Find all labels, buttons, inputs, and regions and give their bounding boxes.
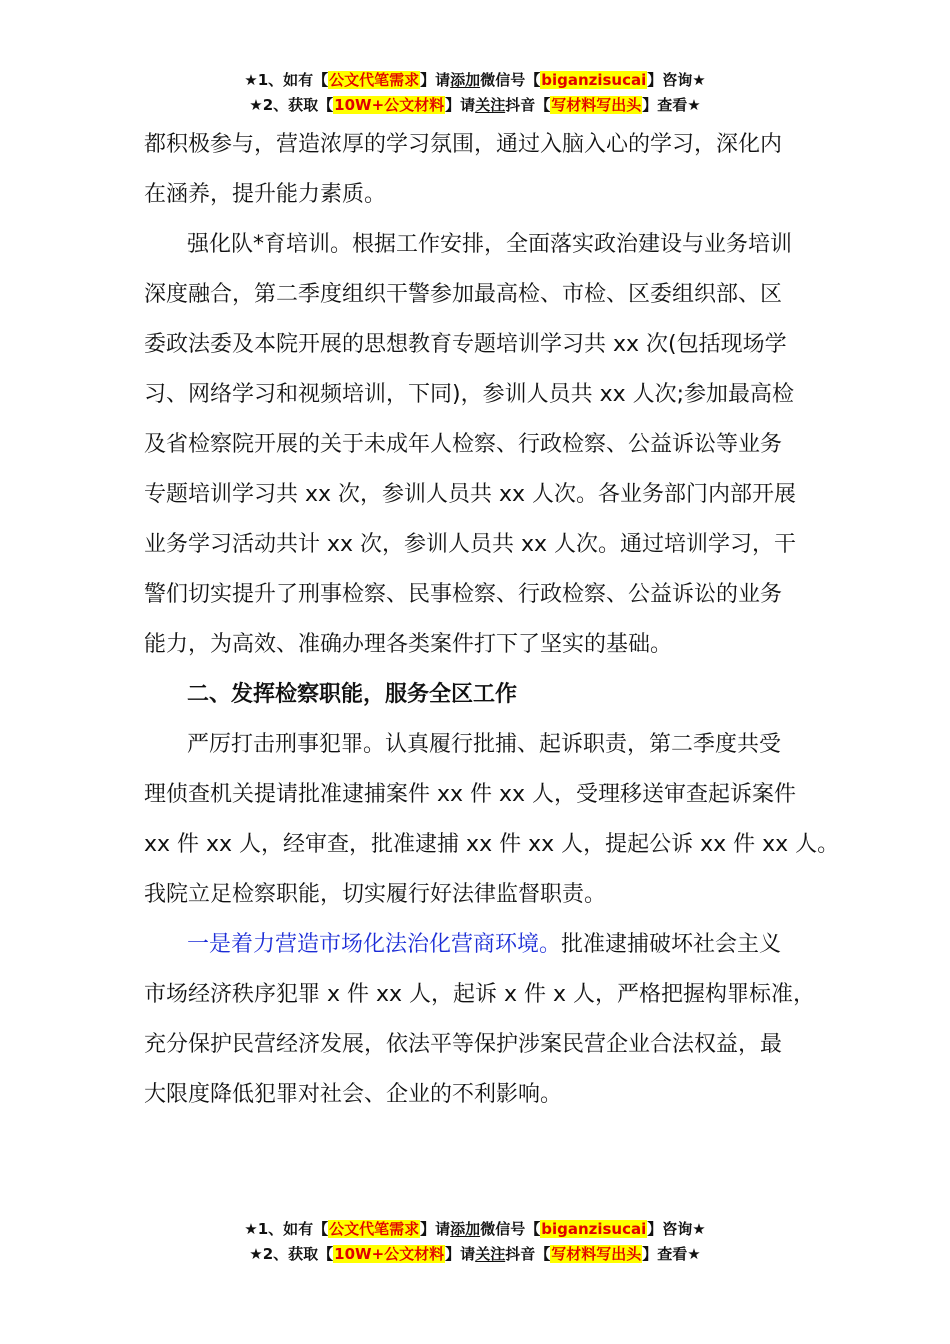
- star-icon: ★: [692, 1220, 706, 1238]
- banner-text: 2、获取【: [262, 96, 334, 114]
- banner-text: 】请: [420, 71, 451, 89]
- banner-text: 】请: [445, 1245, 476, 1263]
- banner-text: 】查看: [642, 96, 688, 114]
- banner-line-2: [0, 93, 950, 118]
- section-heading: 二、发挥检察职能，服务全区工作: [187, 682, 518, 707]
- star-icon: ★: [687, 96, 701, 114]
- wechat-id: biganzisucai: [541, 71, 647, 89]
- body-line: 在涵养，提升能力素质。: [144, 182, 387, 207]
- header-banner: [0, 68, 950, 118]
- highlight-text: 公文代笔需求: [329, 1220, 420, 1238]
- banner-text: 】查看: [642, 1245, 688, 1263]
- body-text: 批准逮捕破坏社会主义: [561, 932, 782, 957]
- body-line: 深度融合，第二季度组织干警参加最高检、市检、区委组织部、区: [144, 282, 783, 307]
- banner-text: 】请: [420, 1220, 451, 1238]
- body-line: 及省检察院开展的关于未成年人检察、行政检察、公益诉讼等业务: [144, 432, 783, 457]
- banner-text: 微信号【: [480, 1220, 541, 1238]
- paragraph-start-line: [144, 920, 814, 970]
- body-line: 业务学习活动共计 xx 次，参训人员共 xx 人次。通过培训学习，干: [144, 532, 797, 557]
- footer-banner: [0, 1217, 950, 1267]
- body-line: 习、网络学习和视频培训，下同)，参训人员共 xx 人次;参加最高检: [144, 382, 795, 407]
- banner-text: 1、如有【: [257, 1220, 329, 1238]
- underlined-text: 添加: [450, 71, 481, 89]
- highlight-text: 10W+公文材料: [334, 1245, 445, 1263]
- douyin-account: 写材料写出头: [551, 96, 642, 114]
- wechat-id: biganzisucai: [541, 1220, 647, 1238]
- star-icon: ★: [249, 1245, 263, 1263]
- banner-text: 1、如有【: [257, 71, 329, 89]
- body-line: 理侦查机关提请批准逮捕案件 xx 件 xx 人，受理移送审查起诉案件: [144, 782, 797, 807]
- star-icon: ★: [687, 1245, 701, 1263]
- star-icon: ★: [249, 96, 263, 114]
- underlined-text: 添加: [450, 1220, 481, 1238]
- body-line: 大限度降低犯罪对社会、企业的不利影响。: [144, 1082, 563, 1107]
- star-icon: ★: [692, 71, 706, 89]
- banner-text: 2、获取【: [262, 1245, 334, 1263]
- paragraph-start-line: 强化队*育培训。根据工作安排，全面落实政治建设与业务培训: [187, 232, 793, 257]
- body-line: 我院立足检察职能，切实履行好法律监督职责。: [144, 882, 607, 907]
- banner-text: 抖音【: [505, 96, 551, 114]
- star-icon: ★: [244, 71, 258, 89]
- body-line: 委政法委及本院开展的思想教育专题培训学习共 xx 次(包括现场学: [144, 332, 787, 357]
- body-line: xx 件 xx 人，经审查，批准逮捕 xx 件 xx 人，提起公诉 xx 件 xx 人。: [144, 832, 840, 857]
- banner-line-1: [0, 68, 950, 93]
- star-icon: ★: [244, 1220, 258, 1238]
- banner-text: 微信号【: [480, 71, 541, 89]
- body-line: 能力，为高效、准确办理各类案件打下了坚实的基础。: [144, 632, 673, 657]
- douyin-account: 写材料写出头: [551, 1245, 642, 1263]
- body-line: 专题培训学习共 xx 次，参训人员共 xx 人次。各业务部门内部开展: [144, 482, 797, 507]
- banner-line-2: [0, 1242, 950, 1267]
- body-line: 都积极参与，营造浓厚的学习氛围，通过入脑入心的学习，深化内: [144, 132, 783, 157]
- banner-line-1: [0, 1217, 950, 1242]
- banner-text: 】咨询: [647, 1220, 693, 1238]
- banner-text: 】咨询: [647, 71, 693, 89]
- document-body: [144, 120, 840, 1120]
- highlight-text: 公文代笔需求: [329, 71, 420, 89]
- banner-text: 抖音【: [505, 1245, 551, 1263]
- highlight-text: 10W+公文材料: [334, 96, 445, 114]
- body-line: 市场经济秩序犯罪 x 件 xx 人，起诉 x 件 x 人，严格把握构罪标准，: [144, 982, 816, 1007]
- underlined-text: 关注: [475, 1245, 506, 1263]
- blue-subheading: 一是着力营造市场化法治化营商环境。: [187, 932, 562, 957]
- body-line: 警们切实提升了刑事检察、民事检察、行政检察、公益诉讼的业务: [144, 582, 783, 607]
- body-line: 充分保护民营经济发展，依法平等保护涉案民营企业合法权益，最: [144, 1032, 783, 1057]
- paragraph-start-line: 严厉打击刑事犯罪。认真履行批捕、起诉职责，第二季度共受: [187, 732, 782, 757]
- underlined-text: 关注: [475, 96, 506, 114]
- banner-text: 】请: [445, 96, 476, 114]
